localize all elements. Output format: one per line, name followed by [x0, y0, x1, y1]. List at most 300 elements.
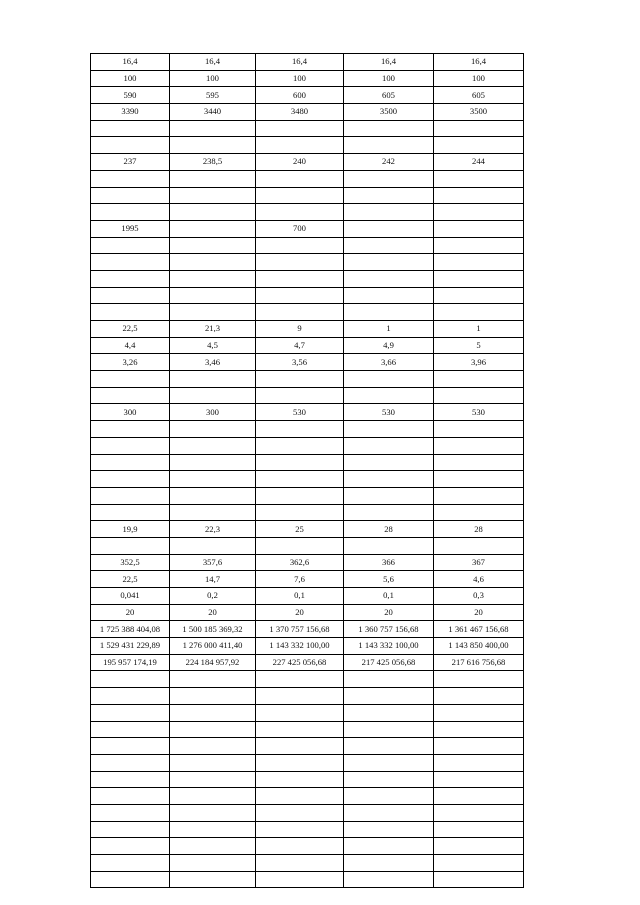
- table-cell: 22,5: [91, 321, 170, 338]
- table-cell: [256, 387, 344, 404]
- table-cell: [434, 120, 524, 137]
- table-cell: [91, 704, 170, 721]
- table-cell: [344, 771, 434, 788]
- table-row: [91, 304, 524, 321]
- table-row: [91, 154, 524, 171]
- table-cell: [344, 371, 434, 388]
- table-cell: [344, 270, 434, 287]
- table-cell: 4,9: [344, 337, 434, 354]
- table-cell: 28: [344, 521, 434, 538]
- table-cell: [170, 537, 256, 554]
- table-cell: [170, 754, 256, 771]
- table-cell: [344, 254, 434, 271]
- table-cell: 590: [91, 87, 170, 104]
- table-cell: [91, 838, 170, 855]
- table-cell: [170, 487, 256, 504]
- table-cell: [170, 771, 256, 788]
- table-cell: 16,4: [170, 54, 256, 71]
- table-cell: 9: [256, 321, 344, 338]
- table-cell: [91, 738, 170, 755]
- table-row: [91, 838, 524, 855]
- table-cell: 20: [256, 604, 344, 621]
- table-cell: [170, 804, 256, 821]
- table-cell: [344, 287, 434, 304]
- table-cell: 1: [434, 321, 524, 338]
- table-cell: [256, 120, 344, 137]
- table-row: [91, 521, 524, 538]
- table-cell: 100: [91, 70, 170, 87]
- table-row: [91, 437, 524, 454]
- table-cell: 1 370 757 156,68: [256, 621, 344, 638]
- table-cell: [434, 170, 524, 187]
- table-cell: [344, 671, 434, 688]
- table-cell: [434, 487, 524, 504]
- table-cell: 20: [344, 604, 434, 621]
- table-cell: [91, 504, 170, 521]
- table-cell: 3,46: [170, 354, 256, 371]
- table-cell: [434, 537, 524, 554]
- table-cell: [256, 838, 344, 855]
- table-cell: [256, 421, 344, 438]
- table-row: [91, 270, 524, 287]
- table-cell: [344, 137, 434, 154]
- table-cell: [91, 871, 170, 888]
- table-cell: 1 361 467 156,68: [434, 621, 524, 638]
- table-cell: [170, 170, 256, 187]
- table-cell: 0,1: [344, 588, 434, 605]
- table-cell: [344, 871, 434, 888]
- table-cell: [256, 821, 344, 838]
- table-cell: [91, 487, 170, 504]
- table-cell: [434, 454, 524, 471]
- table-row: [91, 321, 524, 338]
- table-cell: [434, 821, 524, 838]
- table-cell: [91, 187, 170, 204]
- table-row: [91, 537, 524, 554]
- table-cell: 100: [170, 70, 256, 87]
- table-cell: 3440: [170, 104, 256, 121]
- table-cell: 700: [256, 220, 344, 237]
- table-cell: [434, 137, 524, 154]
- table-cell: 3480: [256, 104, 344, 121]
- table-row: [91, 137, 524, 154]
- table-row: [91, 404, 524, 421]
- table-cell: [434, 804, 524, 821]
- table-cell: [170, 671, 256, 688]
- table-cell: [170, 437, 256, 454]
- table-cell: [256, 704, 344, 721]
- table-cell: [434, 721, 524, 738]
- table-cell: 300: [170, 404, 256, 421]
- table-row: [91, 821, 524, 838]
- table-cell: [434, 304, 524, 321]
- table-row: [91, 120, 524, 137]
- table-cell: 240: [256, 154, 344, 171]
- table-cell: 1 143 850 400,00: [434, 638, 524, 655]
- table-cell: [91, 204, 170, 221]
- table-cell: [256, 754, 344, 771]
- table-row: [91, 788, 524, 805]
- table-row: [91, 54, 524, 71]
- table-cell: [434, 371, 524, 388]
- table-cell: [256, 721, 344, 738]
- table-cell: [434, 704, 524, 721]
- table-cell: [434, 688, 524, 705]
- table-cell: [170, 821, 256, 838]
- table-row: [91, 855, 524, 872]
- table-cell: 21,3: [170, 321, 256, 338]
- table-cell: [434, 254, 524, 271]
- table-cell: [256, 237, 344, 254]
- table-row: [91, 638, 524, 655]
- table-cell: [344, 721, 434, 738]
- table-cell: 3,26: [91, 354, 170, 371]
- table-cell: [344, 487, 434, 504]
- table-cell: [170, 120, 256, 137]
- table-cell: 16,4: [434, 54, 524, 71]
- table-cell: [434, 788, 524, 805]
- table-cell: [344, 855, 434, 872]
- table-cell: [344, 204, 434, 221]
- table-cell: 0,1: [256, 588, 344, 605]
- table-cell: [91, 688, 170, 705]
- table-cell: [256, 671, 344, 688]
- table-row: [91, 871, 524, 888]
- table-cell: 3390: [91, 104, 170, 121]
- table-cell: [344, 738, 434, 755]
- table-cell: 14,7: [170, 571, 256, 588]
- table-cell: [256, 487, 344, 504]
- table-cell: [170, 788, 256, 805]
- table-cell: [344, 437, 434, 454]
- table-cell: 1 143 332 100,00: [344, 638, 434, 655]
- table-cell: 5,6: [344, 571, 434, 588]
- table-cell: 1 529 431 229,89: [91, 638, 170, 655]
- table-cell: 100: [434, 70, 524, 87]
- table-row: [91, 754, 524, 771]
- table-cell: [170, 187, 256, 204]
- table-cell: 0,2: [170, 588, 256, 605]
- table-cell: [170, 504, 256, 521]
- table-cell: [256, 788, 344, 805]
- table-cell: [91, 454, 170, 471]
- table-row: [91, 688, 524, 705]
- table-cell: 1 360 757 156,68: [344, 621, 434, 638]
- table-cell: 16,4: [91, 54, 170, 71]
- table-cell: [344, 504, 434, 521]
- table-cell: [170, 471, 256, 488]
- table-cell: 19,9: [91, 521, 170, 538]
- table-cell: 242: [344, 154, 434, 171]
- table-cell: 227 425 056,68: [256, 654, 344, 671]
- table-cell: [91, 821, 170, 838]
- table-cell: 1 725 388 404,08: [91, 621, 170, 638]
- table-cell: 1: [344, 321, 434, 338]
- table-cell: 20: [434, 604, 524, 621]
- table-row: [91, 387, 524, 404]
- table-cell: [91, 237, 170, 254]
- table-cell: 1995: [91, 220, 170, 237]
- table-cell: 4,5: [170, 337, 256, 354]
- table-row: [91, 571, 524, 588]
- table-cell: 3,56: [256, 354, 344, 371]
- table-cell: [256, 137, 344, 154]
- table-cell: 3500: [344, 104, 434, 121]
- table-cell: [434, 504, 524, 521]
- table-cell: [344, 220, 434, 237]
- table-cell: 362,6: [256, 554, 344, 571]
- table-cell: [434, 471, 524, 488]
- table-cell: 352,5: [91, 554, 170, 571]
- table-cell: 0,3: [434, 588, 524, 605]
- table-cell: [434, 204, 524, 221]
- table-row: [91, 187, 524, 204]
- table-cell: [344, 421, 434, 438]
- table-cell: [256, 437, 344, 454]
- table-cell: [170, 738, 256, 755]
- table-cell: [91, 855, 170, 872]
- table-cell: [256, 270, 344, 287]
- table-cell: [434, 287, 524, 304]
- table-cell: 530: [344, 404, 434, 421]
- table-cell: 5: [434, 337, 524, 354]
- table-cell: 300: [91, 404, 170, 421]
- table-cell: [91, 437, 170, 454]
- table-cell: 530: [256, 404, 344, 421]
- table-cell: [91, 788, 170, 805]
- table-cell: [434, 187, 524, 204]
- table-row: [91, 454, 524, 471]
- table-cell: [91, 270, 170, 287]
- table-cell: 224 184 957,92: [170, 654, 256, 671]
- table-cell: [91, 721, 170, 738]
- table-cell: 595: [170, 87, 256, 104]
- table-row: [91, 604, 524, 621]
- table-cell: [344, 821, 434, 838]
- table-cell: 530: [434, 404, 524, 421]
- table-row: [91, 588, 524, 605]
- table-cell: [256, 371, 344, 388]
- table-cell: [256, 454, 344, 471]
- table-cell: [170, 220, 256, 237]
- table-cell: [91, 537, 170, 554]
- table-cell: 195 957 174,19: [91, 654, 170, 671]
- table-cell: [344, 471, 434, 488]
- table-row: [91, 170, 524, 187]
- table-cell: 16,4: [344, 54, 434, 71]
- table-cell: [344, 387, 434, 404]
- table-cell: [344, 120, 434, 137]
- table-cell: [434, 237, 524, 254]
- table-cell: [434, 771, 524, 788]
- table-cell: 605: [434, 87, 524, 104]
- table-cell: [434, 387, 524, 404]
- table-cell: [344, 170, 434, 187]
- table-row: [91, 504, 524, 521]
- table-cell: 3,96: [434, 354, 524, 371]
- table-cell: [256, 504, 344, 521]
- table-cell: [256, 204, 344, 221]
- table-row: [91, 354, 524, 371]
- table-cell: [91, 421, 170, 438]
- table-cell: [91, 254, 170, 271]
- table-cell: [256, 254, 344, 271]
- table-cell: [91, 771, 170, 788]
- table-cell: [434, 421, 524, 438]
- table-cell: 20: [170, 604, 256, 621]
- table-cell: [170, 304, 256, 321]
- table-cell: 20: [91, 604, 170, 621]
- table-row: [91, 471, 524, 488]
- table-cell: [170, 421, 256, 438]
- table-row: [91, 371, 524, 388]
- table-cell: 28: [434, 521, 524, 538]
- table-cell: 22,5: [91, 571, 170, 588]
- table-row: [91, 204, 524, 221]
- table-cell: [344, 804, 434, 821]
- table-row: [91, 671, 524, 688]
- table-cell: [344, 704, 434, 721]
- table-cell: [434, 738, 524, 755]
- table-cell: 25: [256, 521, 344, 538]
- table-cell: [344, 754, 434, 771]
- data-table: [90, 53, 524, 888]
- table-cell: [170, 454, 256, 471]
- table-cell: [91, 120, 170, 137]
- table-cell: [170, 254, 256, 271]
- table-cell: 605: [344, 87, 434, 104]
- table-cell: [170, 371, 256, 388]
- table-cell: 600: [256, 87, 344, 104]
- table-cell: [344, 688, 434, 705]
- table-row: [91, 70, 524, 87]
- table-cell: [91, 754, 170, 771]
- table-cell: 16,4: [256, 54, 344, 71]
- table-row: [91, 220, 524, 237]
- table-cell: 22,3: [170, 521, 256, 538]
- table-cell: [256, 771, 344, 788]
- table-cell: [434, 855, 524, 872]
- table-cell: [256, 855, 344, 872]
- table-cell: [434, 838, 524, 855]
- table-cell: [170, 871, 256, 888]
- table-row: [91, 287, 524, 304]
- table-cell: 100: [344, 70, 434, 87]
- table-cell: [91, 804, 170, 821]
- table-cell: [91, 387, 170, 404]
- table-cell: [91, 137, 170, 154]
- table-cell: [344, 187, 434, 204]
- table-cell: [344, 838, 434, 855]
- table-cell: [256, 688, 344, 705]
- table-cell: 4,6: [434, 571, 524, 588]
- table-cell: [170, 721, 256, 738]
- table-cell: [91, 170, 170, 187]
- table-cell: [344, 454, 434, 471]
- table-row: [91, 654, 524, 671]
- table-row: [91, 87, 524, 104]
- table-row: [91, 804, 524, 821]
- table-cell: 0,041: [91, 588, 170, 605]
- table-cell: [170, 270, 256, 287]
- table-cell: [170, 137, 256, 154]
- table-cell: [170, 387, 256, 404]
- table-cell: 1 500 185 369,32: [170, 621, 256, 638]
- table-cell: [344, 237, 434, 254]
- table-row: [91, 771, 524, 788]
- table-cell: [434, 437, 524, 454]
- table-cell: 3,66: [344, 354, 434, 371]
- table-cell: 244: [434, 154, 524, 171]
- table-cell: 357,6: [170, 554, 256, 571]
- table-cell: [170, 855, 256, 872]
- table-cell: [256, 804, 344, 821]
- table-cell: [91, 304, 170, 321]
- table-body: [91, 54, 524, 888]
- table-cell: [170, 704, 256, 721]
- table-cell: 217 425 056,68: [344, 654, 434, 671]
- table-cell: 237: [91, 154, 170, 171]
- table-row: [91, 704, 524, 721]
- table-row: [91, 721, 524, 738]
- table-cell: [256, 170, 344, 187]
- table-row: [91, 487, 524, 504]
- table-cell: [434, 871, 524, 888]
- table-cell: [434, 270, 524, 287]
- table-cell: [344, 304, 434, 321]
- table-cell: [256, 537, 344, 554]
- table-cell: [170, 688, 256, 705]
- table-cell: 100: [256, 70, 344, 87]
- table-cell: [256, 187, 344, 204]
- table-cell: 367: [434, 554, 524, 571]
- table-cell: [91, 287, 170, 304]
- table-cell: [170, 204, 256, 221]
- table-cell: [91, 671, 170, 688]
- table-cell: 7,6: [256, 571, 344, 588]
- table-cell: [170, 237, 256, 254]
- table-cell: [256, 471, 344, 488]
- table-cell: [434, 220, 524, 237]
- table-row: [91, 554, 524, 571]
- table-cell: [256, 304, 344, 321]
- table-cell: 1 276 000 411,40: [170, 638, 256, 655]
- table-row: [91, 104, 524, 121]
- table-cell: 3500: [434, 104, 524, 121]
- table-row: [91, 738, 524, 755]
- table-cell: [344, 788, 434, 805]
- table-row: [91, 621, 524, 638]
- table-row: [91, 337, 524, 354]
- table-cell: [91, 471, 170, 488]
- table-cell: [256, 287, 344, 304]
- table-cell: [256, 738, 344, 755]
- table-cell: 238,5: [170, 154, 256, 171]
- table-cell: 4,7: [256, 337, 344, 354]
- table-cell: [434, 671, 524, 688]
- table-cell: [170, 838, 256, 855]
- table-row: [91, 421, 524, 438]
- table-row: [91, 237, 524, 254]
- table-cell: 366: [344, 554, 434, 571]
- table-row: [91, 254, 524, 271]
- table-cell: [91, 371, 170, 388]
- table-cell: 1 143 332 100,00: [256, 638, 344, 655]
- table-cell: [170, 287, 256, 304]
- table-cell: [434, 754, 524, 771]
- table-cell: 4,4: [91, 337, 170, 354]
- table-cell: 217 616 756,68: [434, 654, 524, 671]
